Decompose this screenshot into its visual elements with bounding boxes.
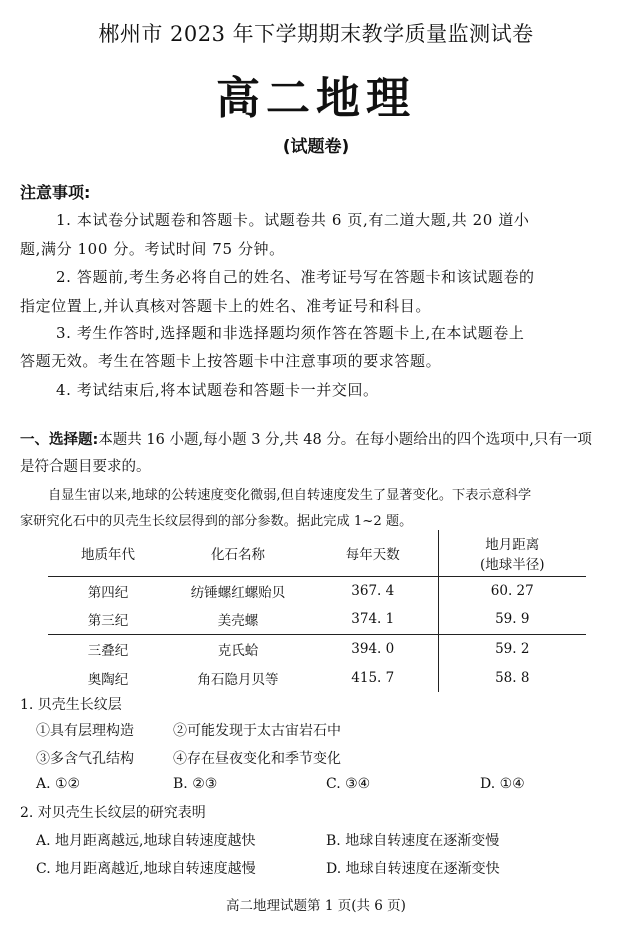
cell-era: 三叠纪 (87, 642, 129, 659)
q1-statement-3: ③多含气孔结构 (36, 751, 134, 767)
notice-line: 指定位置上,并认真核对答题卡上的姓名、准考证号和科目。 (20, 297, 431, 315)
notice-line: 1. 本试卷分试题卷和答题卡。试题卷共 6 页,有二道大题,共 20 道小 (56, 211, 530, 229)
section-label: 一、选择题: (20, 432, 99, 448)
q1-option-d: D. ①④ (480, 776, 525, 792)
q2-option-b: B. 地球自转速度在逐渐变慢 (326, 833, 500, 849)
exam-title: 郴州市 2023 年下学期期末教学质量监测试卷 (98, 22, 534, 46)
cell-fossil: 克氏蛤 (217, 642, 259, 659)
cell-days: 415. 7 (351, 669, 395, 686)
q2-option-a: A. 地月距离越远,地球自转速度越快 (36, 833, 256, 849)
page-footer: 高二地理试题第 1 页(共 6 页) (226, 898, 406, 914)
notice-line: 2. 答题前,考生务必将自己的姓名、准考证号写在答题卡和该试题卷的 (56, 268, 535, 286)
notice-line: 答题无效。考生在答题卡上按答题卡中注意事项的要求答题。 (20, 352, 442, 370)
question-intro: 自显生宙以来,地球的公转速度变化微弱,但自转速度发生了显著变化。下表示意科学 (48, 488, 532, 503)
table-row (48, 605, 586, 634)
header-geologic-era: 地质年代 (48, 530, 168, 576)
cell-distance: 59. 2 (438, 634, 586, 663)
section-text-line2: 是符合题目要求的。 (20, 459, 151, 475)
cell-days: 394. 0 (351, 640, 395, 657)
header-days-per-year: 每年天数 (308, 530, 438, 576)
cell-days: 374. 1 (308, 605, 438, 634)
header-fossil-name: 化石名称 (168, 530, 308, 576)
subject-title: 高二地理 (216, 73, 416, 124)
cell-distance: 60. 27 (438, 576, 586, 605)
cell-distance: 59. 9 (438, 605, 586, 634)
paper-subtitle: (试题卷) (282, 137, 350, 157)
cell-fossil: 角石隐月贝等 (197, 671, 279, 688)
table-header-row (48, 530, 586, 576)
fossil-parameter-table (48, 530, 586, 692)
cell-fossil: 美壳螺 (168, 605, 308, 634)
section-text: 本题共 16 小题,每小题 3 分,共 48 分。在每小题给出的四个选项中,只有一项 (98, 432, 592, 448)
question-intro: 家研究化石中的贝壳生长纹层得到的部分参数。据此完成 1~2 题。 (20, 514, 413, 529)
cell-era: 第四纪 (87, 584, 129, 601)
question-2-stem: 2. 对贝壳生长纹层的研究表明 (20, 805, 206, 821)
section-heading (20, 428, 592, 449)
q1-statement-2: ②可能发现于太古宙岩石中 (173, 723, 341, 739)
cell-distance: 58. 8 (438, 663, 586, 692)
cell-days: 367. 4 (351, 582, 395, 599)
q1-statement-1: ①具有层理构造 (36, 723, 134, 739)
header-distance-label: 地月距离 (485, 536, 540, 553)
q1-option-c: C. ③④ (326, 776, 371, 792)
notice-line: 3. 考生作答时,选择题和非选择题均须作答在答题卡上,在本试题卷上 (56, 324, 525, 342)
q1-statement-4: ④存在昼夜变化和季节变化 (173, 751, 341, 767)
cell-era: 奥陶纪 (87, 671, 129, 688)
notice-line: 题,满分 100 分。考试时间 75 分钟。 (20, 240, 285, 258)
header-earth-moon-distance (438, 530, 586, 576)
notice-heading: 注意事项: (20, 183, 91, 202)
table-row (48, 576, 586, 605)
q2-option-d: D. 地球自转速度在逐渐变快 (326, 861, 500, 877)
notice-line: 4. 考试结束后,将本试题卷和答题卡一并交回。 (56, 381, 379, 399)
header-distance-unit: (地球半径) (479, 556, 545, 573)
q2-option-c: C. 地月距离越近,地球自转速度越慢 (36, 861, 256, 877)
q1-option-a: A. ①② (36, 776, 81, 792)
table-row (48, 634, 586, 663)
question-1-stem: 1. 贝壳生长纹层 (20, 697, 122, 713)
cell-era: 第三纪 (48, 605, 168, 634)
q1-option-b: B. ②③ (173, 776, 218, 792)
cell-fossil: 纺锤螺红螺贻贝 (190, 584, 286, 601)
table-row (48, 663, 586, 692)
